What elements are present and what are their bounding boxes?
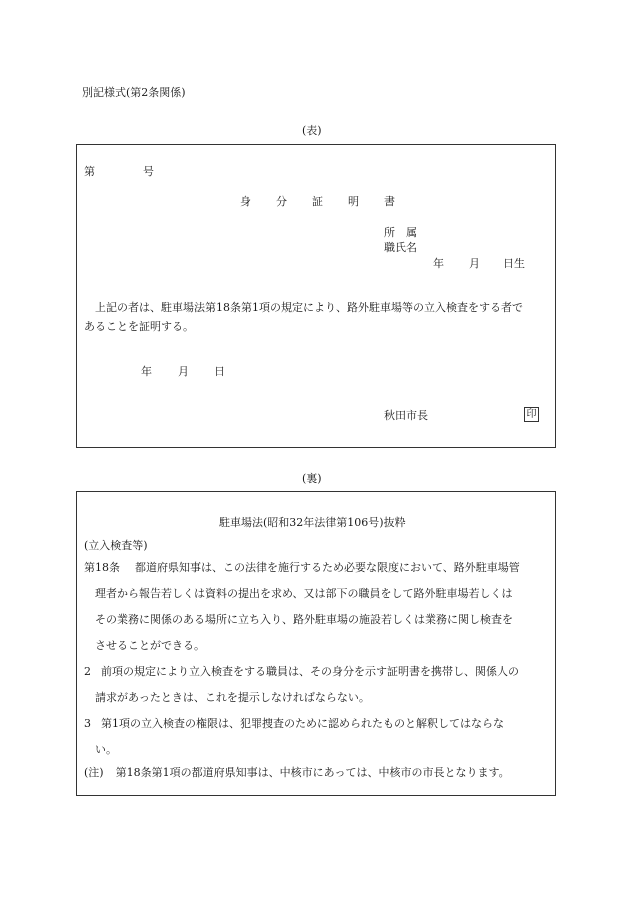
paragraph-line: 2 前項の規定により立入検査をする職員は、その身分を示す証明書を携帯し、関係人の (84, 665, 519, 678)
title-char: 証 (312, 195, 323, 208)
certification-text (84, 298, 523, 336)
article-line: させることができる。 (95, 639, 205, 652)
front-certificate-box (76, 144, 556, 448)
article-18 (84, 555, 520, 659)
birth-year: 年 (433, 257, 444, 270)
title-char: 分 (276, 195, 287, 208)
seal-mark: 印 (524, 407, 539, 422)
note-label: (注) (84, 766, 104, 779)
paragraph-line: 3 第1項の立入検査の権限は、犯罪捜査のために認められたものと解釈してはならな (84, 717, 504, 730)
note-text: 第18条第1項の都道府県知事は、中核市にあっては、中核市の市長となります。 (115, 766, 510, 779)
birth-day: 日生 (503, 257, 525, 270)
issue-month: 月 (178, 365, 189, 378)
issue-year: 年 (141, 365, 152, 378)
cert-line: 上記の者は、駐車場法第18条第1項の規定により、路外駐車場等の立入検査をする者で (95, 301, 523, 314)
back-side-label: (裏) (302, 472, 322, 485)
section-heading: (立入検査等) (84, 539, 148, 552)
article-line: 第18条 都道府県知事は、この法律を施行するため必要な限度において、路外駐車場管 (84, 561, 520, 574)
title-char: 書 (384, 195, 395, 208)
title-char: 明 (348, 195, 359, 208)
birth-month: 月 (469, 257, 480, 270)
paragraph-label: 2 (84, 665, 91, 678)
cert-line: あることを証明する。 (84, 320, 194, 333)
paragraph-3 (84, 711, 504, 763)
form-label: 別記様式(第2条関係) (82, 86, 186, 99)
issue-day: 日 (214, 365, 225, 378)
law-title: 駐車場法(昭和32年法律第106号)抜粋 (219, 516, 406, 529)
article-line: その業務に関係のある場所に立ち入り、路外駐車場の施設若しくは業務に関し検査を (95, 613, 513, 626)
affiliation-label: 所 属 (384, 226, 417, 239)
back-law-excerpt-box (76, 491, 556, 796)
front-side-label: (表) (302, 124, 322, 137)
certificate-title (240, 193, 420, 209)
number-prefix: 第 (84, 165, 95, 178)
paragraph-2 (84, 659, 519, 711)
article-line: 理者から報告若しくは資料の提出を求め、又は部下の職員をして路外駐車場若しくは (95, 587, 513, 600)
name-label: 職氏名 (384, 241, 417, 254)
paragraph-line: い。 (95, 743, 117, 756)
note (84, 764, 510, 780)
paragraph-label: 3 (84, 717, 91, 730)
article-label: 第18条 (84, 561, 120, 574)
issuer-name: 秋田市長 (384, 409, 428, 422)
paragraph-line: 請求があったときは、これを提示しなければならない。 (95, 691, 370, 704)
title-char: 身 (240, 195, 251, 208)
number-suffix: 号 (143, 165, 154, 178)
